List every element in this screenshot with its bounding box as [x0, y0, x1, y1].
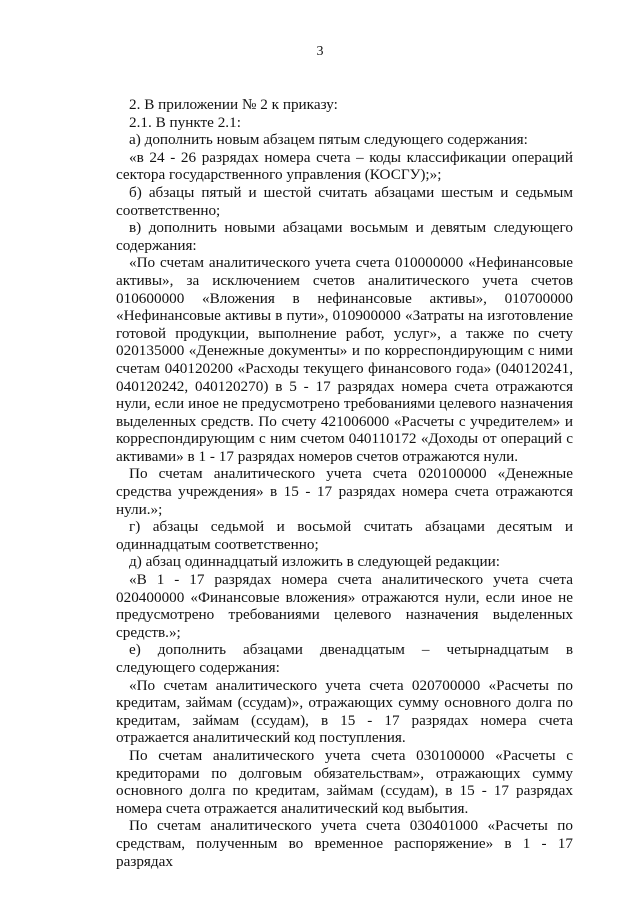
paragraph-1: 2. В приложении № 2 к приказу:: [129, 96, 338, 113]
page-number: 3: [316, 44, 324, 59]
paragraph-7: «По счетам аналитического учета счета 010000000 «Нефинансовые активы», за исключением счетов аналитического учета счетов 010600000 «Вложения в нефинансовые активы», 010700000 «Нефинансовые активы в пути», 010900000 «Затраты на изготовление готовой продукции, выполнение работ, услуг», а также по счету 020135000 «Денежные документы» и по корреспондирующим с ними счетам 040120200 «Расходы текущего финансового года» (040120241, 040120242, 040120270) в 5 - 17 разрядах номера счета отражаются нули, если иное не предусмотрено требованиями целевого назначения выделенных средств. По счету 421006000 «Расчеты с учредителем» и корреспондирующим с ним счетом 040110172 «Доходы от операций с активами» в 1 - 17 разрядах номеров счетов отражаются нули.: [116, 254, 573, 465]
paragraph-14: По счетам аналитического учета счета 030100000 «Расчеты с кредиторами по долговым обязательствам», отражающих сумму основного долга по кредитам, займам (ссудам), в 15 - 17 разрядах номера счета отражается аналитический код выбытия.: [116, 746, 573, 817]
paragraph-2: 2.1. В пункте 2.1:: [129, 113, 241, 131]
paragraph-11: «В 1 - 17 разрядах номера счета аналитического учета счета 020400000 «Финансовые вложения» отражаются нули, если иное не предусмотрено требованиями целевого назначения выделенных средств.»;: [116, 571, 573, 641]
document-body: [116, 96, 573, 870]
paragraph-3: а) дополнить новым абзацем пятым следующего содержания:: [129, 131, 528, 149]
paragraph-12: е) дополнить абзацами двенадцатым – четырнадцатым в следующего содержания:: [116, 641, 573, 676]
paragraph-10: д) абзац одиннадцатый изложить в следующей редакции:: [129, 553, 501, 571]
paragraph-15: По счетам аналитического учета счета 030401000 «Расчеты по средствам, полученным во временное распоряжение» в 1 - 17 разрядах: [116, 817, 573, 870]
paragraph-5: б) абзацы пятый и шестой считать абзацами шестым и седьмым соответственно;: [116, 183, 573, 219]
paragraph-6: в) дополнить новыми абзацами восьмым и девятым следующего содержания:: [116, 219, 573, 254]
paragraph-4: «в 24 - 26 разрядах номера счета – коды классификации операций сектора государственного управления (КОСГУ);»;: [116, 148, 573, 184]
paragraph-13: «По счетам аналитического учета счета 020700000 «Расчеты по кредитам, займам (ссудам)», отражающих сумму основного долга по кредитам, займам (ссудам), в 15 - 17 разрядах номера счета отражается аналитический код поступления.: [116, 676, 573, 747]
paragraph-8: По счетам аналитического учета счета 020100000 «Денежные средства учреждения» в 15 - 17 разрядах номера счета отражаются нули.»;: [116, 465, 573, 518]
paragraph-9: г) абзацы седьмой и восьмой считать абзацами десятым и одиннадцатым соответственно;: [116, 518, 573, 553]
